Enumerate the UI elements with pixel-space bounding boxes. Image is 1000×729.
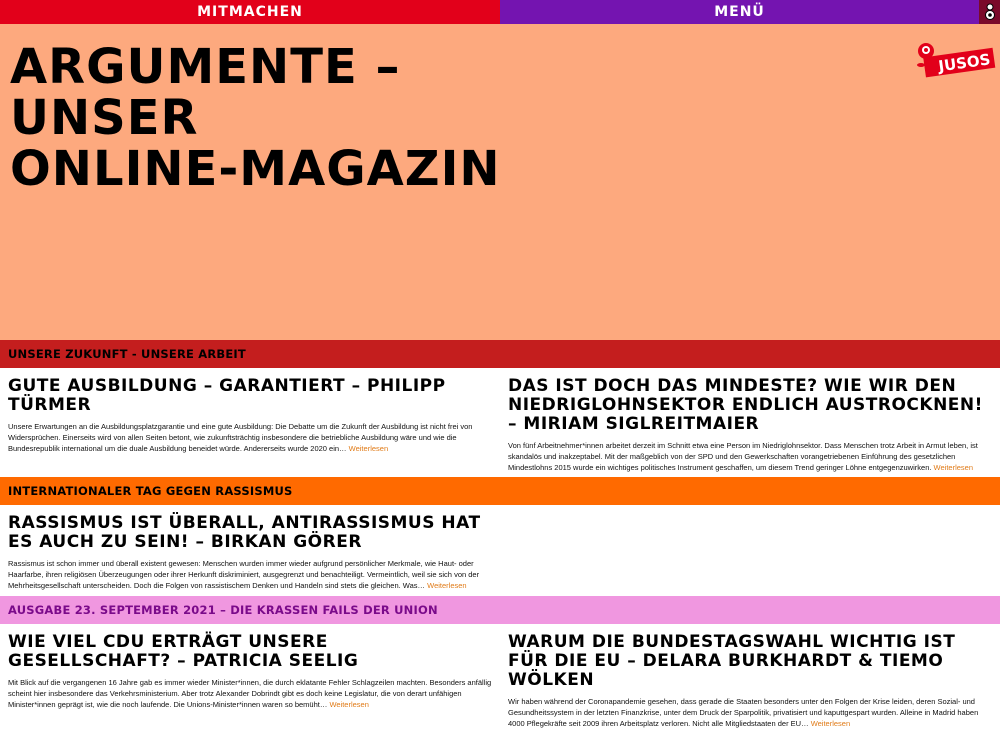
excerpt-text: Von fünf Arbeitnehmer*innen arbeitet derzeit im Schnitt etwa eine Person im Niedriglohnsektor. Dass Menschen trotz Arbeit in Armut leben, ist skandalös und inakzeptabel. Mit der maßgeblich von der SPD und den Gewerkschaften vorangetriebenen Einführung des gesetzlichen Mindestlohns 2015 wurde ein wichtiges politisches Instrument geschaffen, um diesem Trend geringer Löhne entgegenzuwirken. [508,441,978,472]
article-row [0,368,1000,477]
page-title-line-3: ONLINE-MAGAZIN [10,141,501,197]
article-excerpt [8,421,492,454]
article-card[interactable] [0,624,500,722]
excerpt-text: Unsere Erwartungen an die Ausbildungsplatzgarantie und eine gute Ausbildung: Die Debatte um die Zukunft der Ausbildung ist nicht frei von Widersprüchen. Einerseits wird von allen Seiten betont, wie zukunftsträchtig insbesondere die betriebliche Ausbildung wäre und wie die Bundesrepublik international um die duale Ausbildung beneidet würde. Andererseits wurde 2020 ein… [8,422,473,453]
accessibility-icon [983,3,997,21]
excerpt-text: Wir haben während der Coronapandemie gesehen, dass gerade die Staaten besonders unter den Folgen der Krise leiden, deren Sozial- und Gesundheitssystem in der letzten Finanzkrise, unter dem Druck der Sparpolitik, privatisiert und kaputtgespart wurden. Alleine in Madrid haben 4000 Pflegekräfte seit 2009 ihren Arbeitsplatz verloren. Nicht alle Mitgliedstaaten der EU… [508,697,979,728]
logo-text: JUSOS [937,50,992,76]
article-row [0,624,1000,728]
article-title[interactable]: WIE VIEL CDU ERTRÄGT UNSERE GESELLSCHAFT? – PATRICIA SEELIG [8,632,359,671]
section-heading-rassismus[interactable]: INTERNATIONALER TAG GEGEN RASSISMUS [0,477,1000,505]
article-excerpt [508,440,992,473]
page-title-line-1: ARGUMENTE – [10,39,401,95]
article-excerpt [508,696,992,729]
article-card[interactable] [500,624,1000,728]
section-heading-unsere-zukunft[interactable]: UNSERE ZUKUNFT - UNSERE ARBEIT [0,340,1000,368]
read-more-link[interactable]: Weiterlesen [348,444,389,453]
read-more-link[interactable]: Weiterlesen [427,581,467,590]
page-title-line-2: UNSER [10,90,199,146]
section-heading-ausgabe[interactable]: AUSGABE 23. SEPTEMBER 2021 – DIE KRASSEN FAILS DER UNION [0,596,1000,624]
page-title [10,39,630,197]
article-title[interactable]: WARUM DIE BUNDESTAGSWAHL WICHTIG IST FÜR DIE EU – DELARA BURKHARDT & TIEMO WÖLKEN [508,632,956,690]
article-title[interactable]: GUTE AUSBILDUNG – GARANTIERT – PHILIPP TÜRMER [8,376,446,415]
article-card[interactable] [0,368,500,477]
article-excerpt [8,558,492,591]
article-title[interactable]: RASSISMUS IST ÜBERALL, ANTIRASSISMUS HAT ES AUCH ZU SEIN! – BIRKAN GÖRER [8,513,481,552]
article-row [0,505,1000,596]
article-excerpt [8,677,492,710]
excerpt-text: Rassismus ist schon immer und überall existent gewesen: Menschen wurden immer wieder aufgrund persönlicher Merkmale, wie Haut- oder Haarfarbe, ihren religiösen Überzeugungen oder ihrer Herkunft diskriminiert, ausgegrenzt und benachteiligt. Vermeintlich, weil sie sich von der Mehrheitsgesellschaft unterscheiden. Doch die Folgen von rassistischem Denken und Handeln sind stets die gleichen. Was… [8,559,480,590]
article-card[interactable] [0,505,500,596]
accessibility-button[interactable] [979,0,1000,24]
mitmachen-button[interactable]: MITMACHEN [0,0,500,24]
article-title[interactable]: DAS IST DOCH DAS MINDESTE? WIE WIR DEN NIEDRIGLOHNSEKTOR ENDLICH AUSTROCKNEN! – MIRIAM SIGLREITMAIER [508,376,983,434]
read-more-link[interactable]: Weiterlesen [810,719,851,728]
article-card[interactable] [500,368,1000,477]
read-more-link[interactable]: Weiterlesen [329,700,369,709]
menu-button[interactable]: MENÜ [500,0,979,24]
excerpt-text: Mit Blick auf die vergangenen 16 Jahre gab es immer wieder Minister*innen, die durch eklatante Fehler Schlagzeilen machten. Besonders anfällig scheint hier insbesondere das Verkehrsministerium. Aber trotz Alexander Dobrindt gibt es doch keine Legislatur, die von derart unfähigen Minister*innen geprägt ist, wie die noch laufende. Die Unions-Minister*innen waren so bemüht… [8,678,492,709]
jusos-logo[interactable] [914,39,998,83]
read-more-link[interactable]: Weiterlesen [933,463,974,472]
top-navigation-bar [0,0,1000,24]
hero-banner [0,24,1000,340]
